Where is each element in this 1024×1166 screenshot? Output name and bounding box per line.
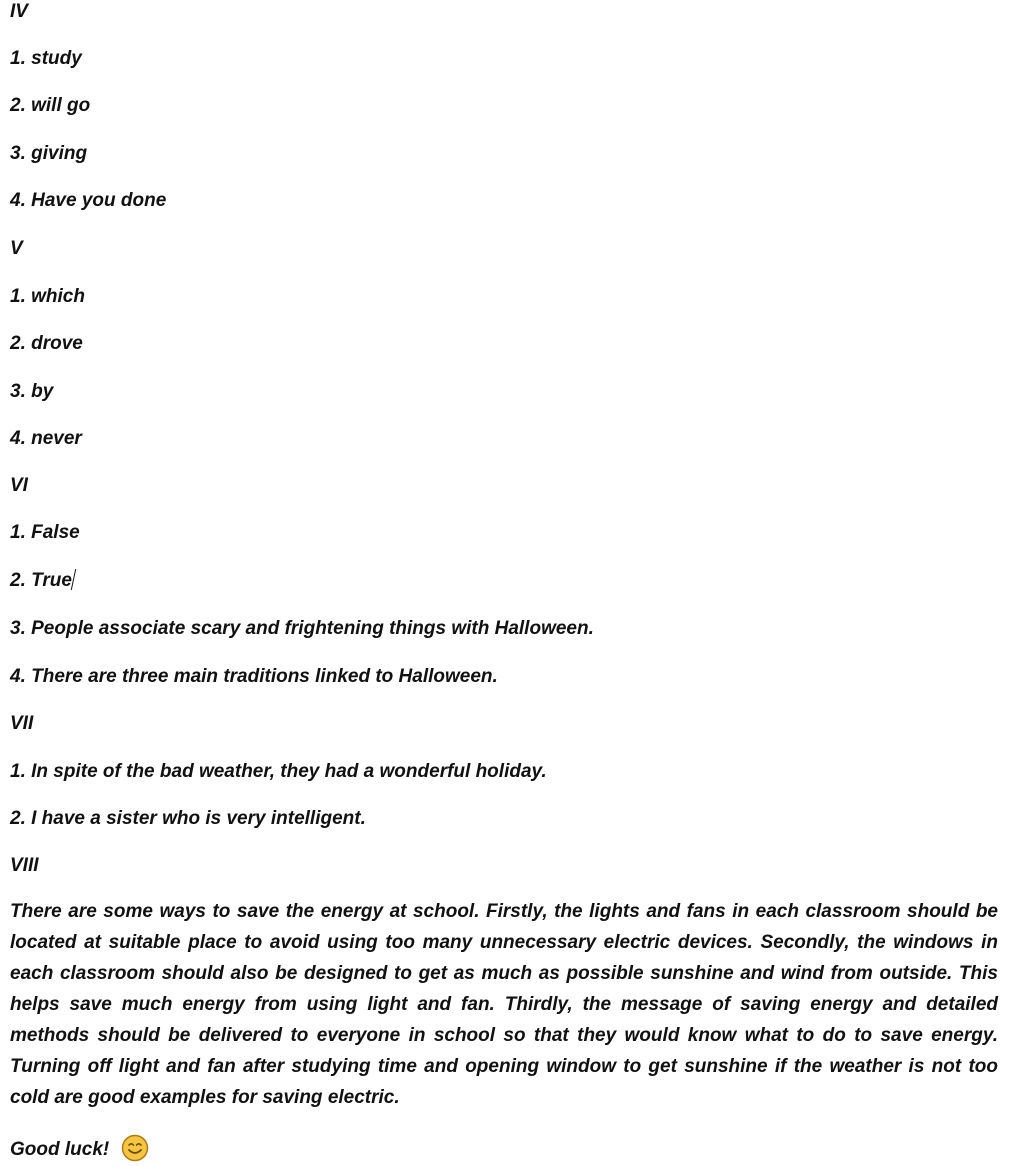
list-item: 2. I have a sister who is very intelligent. xyxy=(10,808,366,829)
list-item: 2. drove xyxy=(10,333,83,354)
closing-line xyxy=(10,1134,149,1164)
essay-paragraph: There are some ways to save the energy at school. Firstly, the lights and fans in each classroom should be located at suitable place to avoid using too many unnecessary electric devices. Secondly, the windows in each classroom should also be designed to get as much as possible sunshine and wind from outside. This helps save much energy from using light and fan. Thirdly, the message of saving energy and detailed methods should be delivered to everyone in school so that they would know what to do to save energy. Turning off light and fan after studying time and opening window to get sunshine if the weather is not too cold are good examples for saving electric. xyxy=(10,901,998,1108)
smiling-face-icon xyxy=(121,1134,149,1162)
list-item: 4. Have you done xyxy=(10,190,167,211)
section-heading-vii: VII xyxy=(10,713,34,734)
section-heading-v: V xyxy=(10,238,23,259)
list-item: 4. never xyxy=(10,428,82,449)
list-item: 3. by xyxy=(10,381,54,402)
section-heading-viii: VIII xyxy=(10,855,39,876)
list-item: 2. will go xyxy=(10,95,91,116)
list-item: 3. People associate scary and frightening things with Halloween. xyxy=(10,618,594,639)
list-item: 1. False xyxy=(10,522,80,543)
list-item-text: 2. True xyxy=(10,570,72,591)
section-heading-iv: IV xyxy=(10,1,28,22)
list-item: 1. which xyxy=(10,286,85,307)
list-item-with-caret[interactable] xyxy=(10,569,74,593)
list-item: 3. giving xyxy=(10,143,88,164)
list-item: 1. In spite of the bad weather, they had a wonderful holiday. xyxy=(10,761,547,782)
list-item: 4. There are three main traditions linked to Halloween. xyxy=(10,666,498,687)
list-item: 1. study xyxy=(10,48,82,69)
closing-text: Good luck! xyxy=(10,1139,110,1160)
section-heading-vi: VI xyxy=(10,475,28,496)
